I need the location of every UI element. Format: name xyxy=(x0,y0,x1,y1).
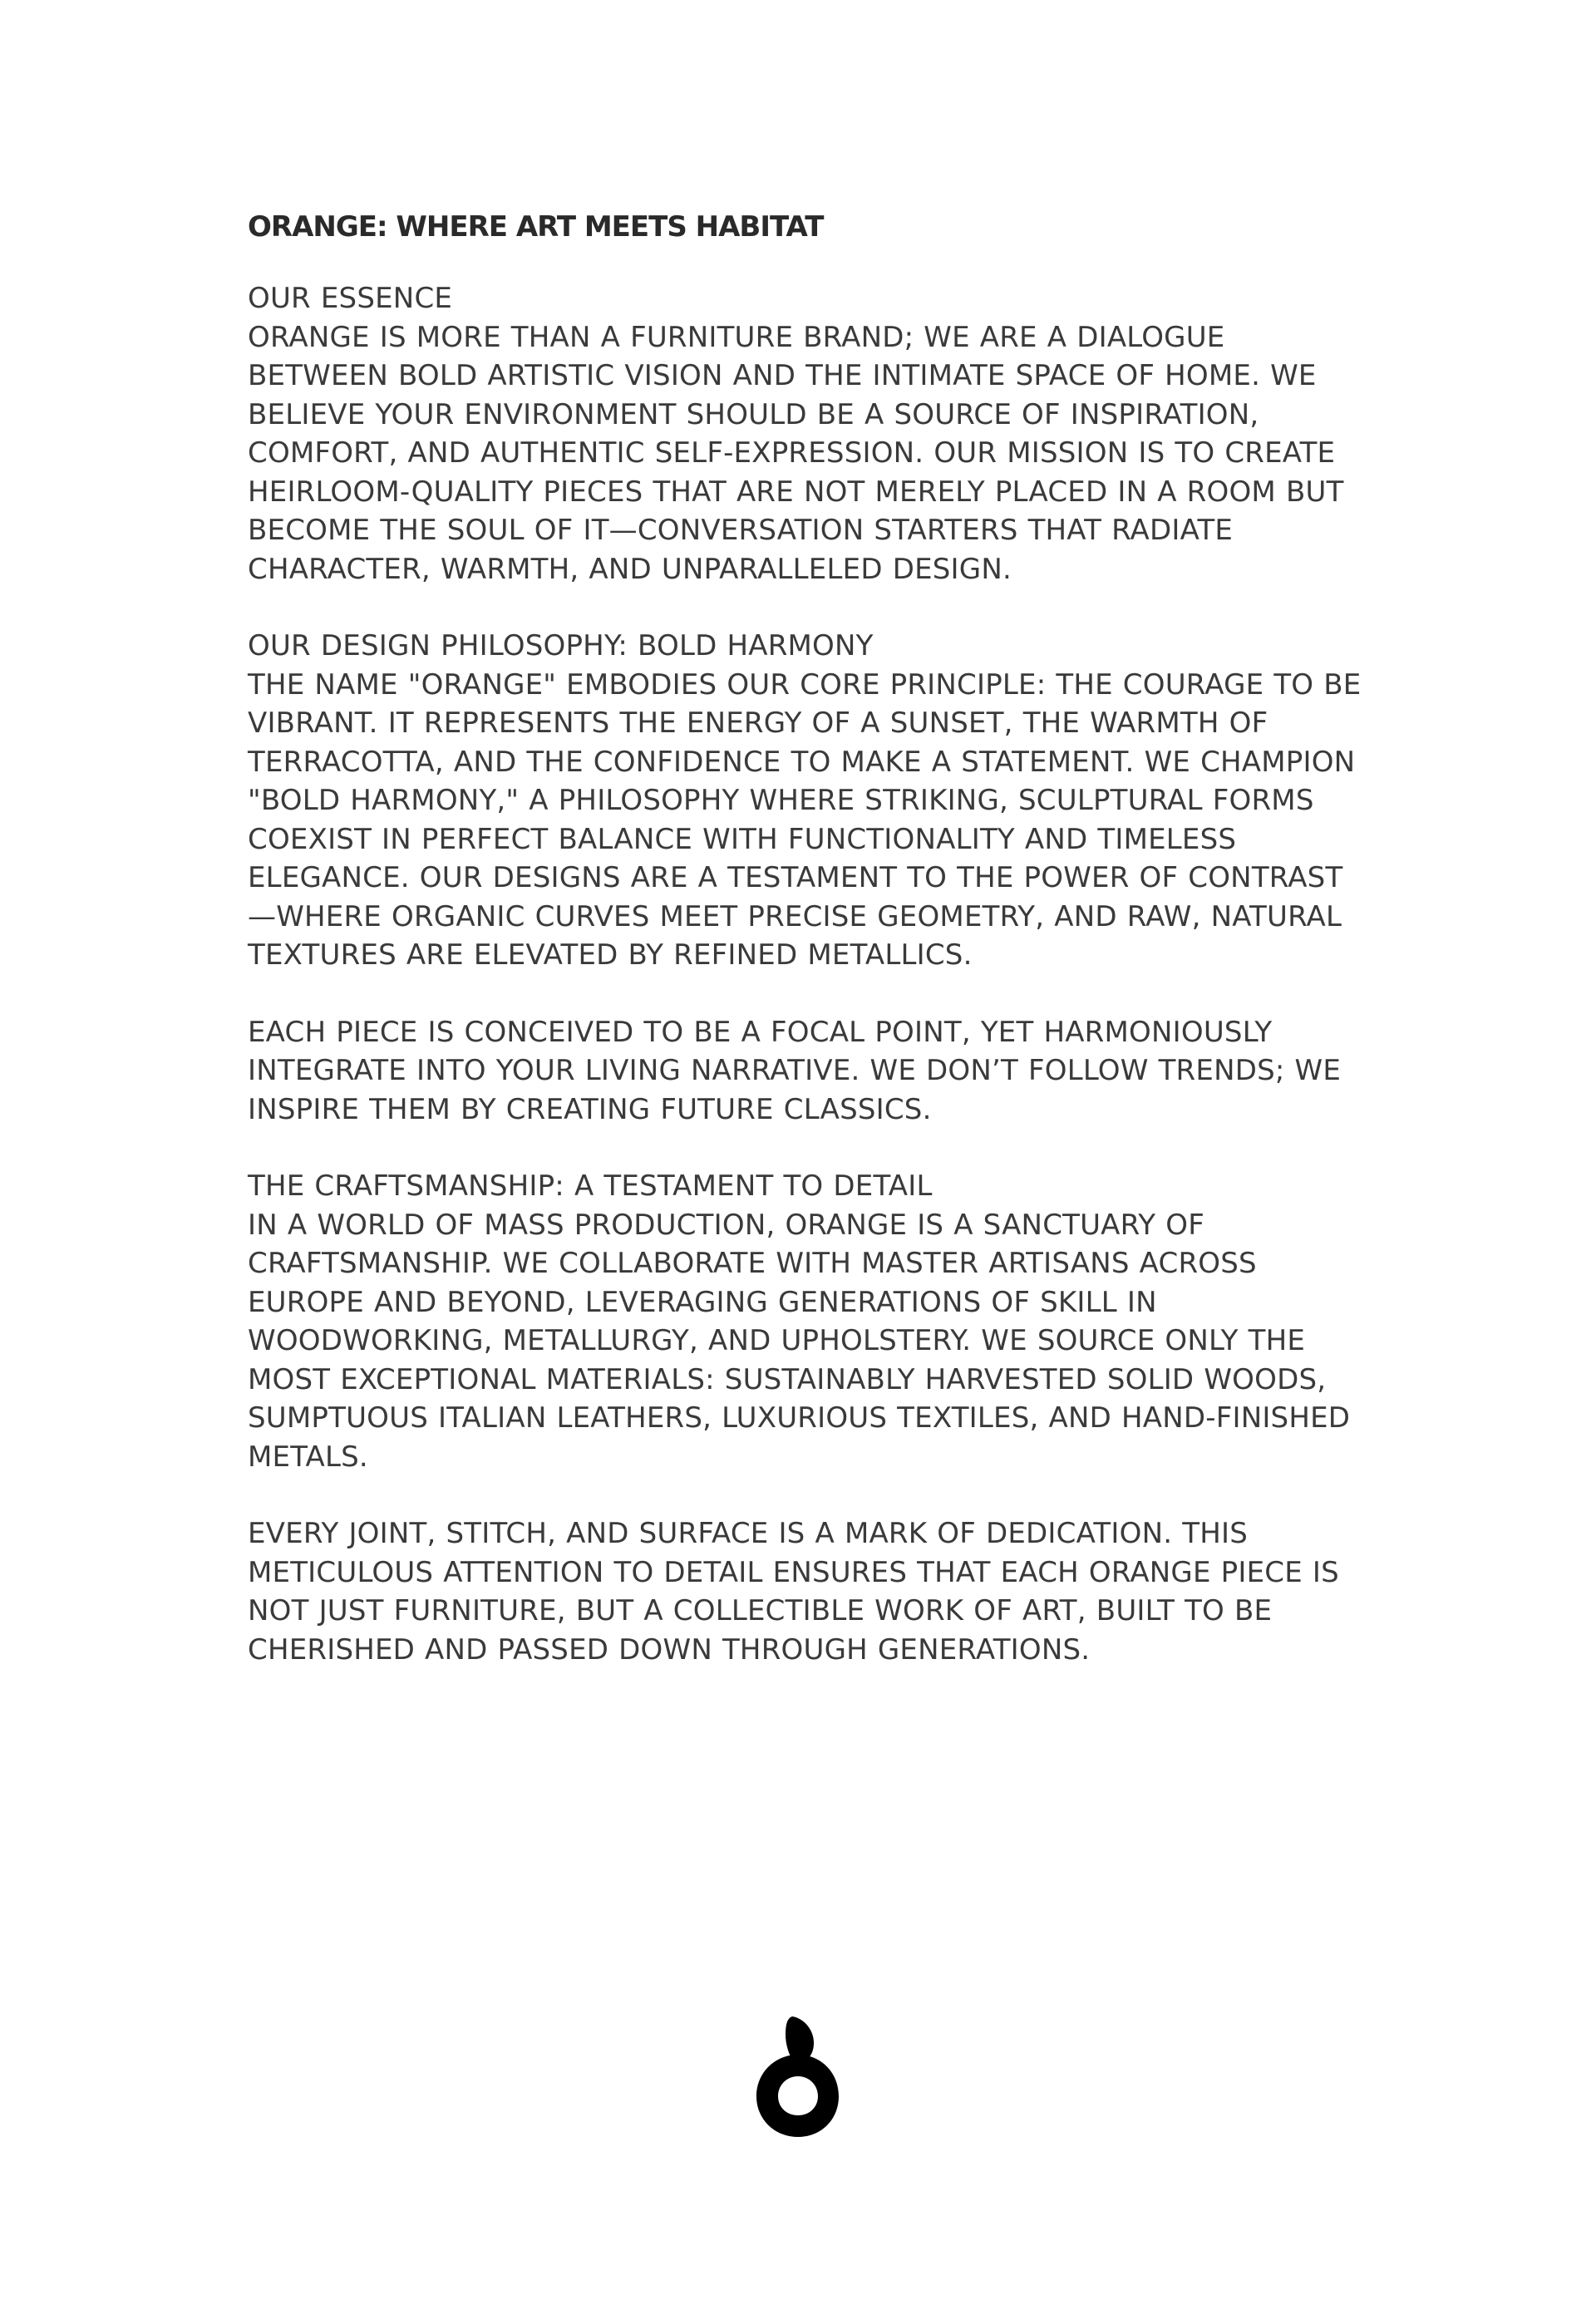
section-heading: THE CRAFTSMANSHIP: A TESTAMENT TO DETAIL xyxy=(248,1169,933,1203)
section-focal-point xyxy=(248,1013,1362,1130)
section-body: IN A WORLD OF MASS PRODUCTION, ORANGE IS A SANCTUARY OF CRAFTSMANSHIP. WE COLLABORATE WITH MASTER ARTISANS ACROSS EUROPE AND BEYOND, LEVERAGING GENERATIONS OF SKILL IN WOODWORKING, METALLURGY, AND UPHOLSTERY. WE SOURCE ONLY THE MOST EXCEPTIONAL MATERIALS: SUSTAINABLY HARVESTED SOLID WOODS, SUMPTUOUS ITALIAN LEATHERS, LUXURIOUS TEXTILES, AND HAND-FINISHED METALS. xyxy=(248,1208,1351,1474)
document-title: ORANGE: WHERE ART MEETS HABITAT xyxy=(248,210,824,244)
section-craftsmanship xyxy=(248,1167,1362,1476)
section-dedication xyxy=(248,1514,1362,1669)
section-body: EACH PIECE IS CONCEIVED TO BE A FOCAL POINT, YET HARMONIOUSLY INTEGRATE INTO YOUR LIVING NARRATIVE. WE DON’T FOLLOW TRENDS; WE INSPIRE THEM BY CREATING FUTURE CLASSICS. xyxy=(248,1015,1342,1126)
section-heading: OUR DESIGN PHILOSOPHY: BOLD HARMONY xyxy=(248,629,874,662)
section-body: ORANGE IS MORE THAN A FURNITURE BRAND; WE ARE A DIALOGUE BETWEEN BOLD ARTISTIC VISION AND THE INTIMATE SPACE OF HOME. WE BELIEVE YOUR ENVIRONMENT SHOULD BE A SOURCE OF INSPIRATION, COMFORT, AND AUTHENTIC SELF-EXPRESSION. OUR MISSION IS TO CREATE HEIRLOOM-QUALITY PIECES THAT ARE NOT MERELY PLACED IN A ROOM BUT BECOME THE SOUL OF IT—CONVERSATION STARTERS THAT RADIATE CHARACTER, WARMTH, AND UNPARALLELED DESIGN. xyxy=(248,320,1344,586)
section-body: EVERY JOINT, STITCH, AND SURFACE IS A MARK OF DEDICATION. THIS METICULOUS ATTENTION TO DETAIL ENSURES THAT EACH ORANGE PIECE IS NOT JUST FURNITURE, BUT A COLLECTIBLE WORK OF ART, BUILT TO BE CHERISHED AND PASSED DOWN THROUGH GENERATIONS. xyxy=(248,1517,1339,1667)
section-heading: OUR ESSENCE xyxy=(248,282,453,315)
document-page xyxy=(248,208,1362,1707)
section-design-philosophy xyxy=(248,627,1362,975)
section-body: THE NAME "ORANGE" EMBODIES OUR CORE PRINCIPLE: THE COURAGE TO BE VIBRANT. IT REPRESENTS THE ENERGY OF A SUNSET, THE WARMTH OF TERRACOTTA, AND THE CONFIDENCE TO MAKE A STATEMENT. WE CHAMPION "BOLD HARMONY," A PHILOSOPHY WHERE STRIKING, SCULPTURAL FORMS COEXIST IN PERFECT BALANCE WITH FUNCTIONALITY AND TIMELESS ELEGANCE. OUR DESIGNS ARE A TESTAMENT TO THE POWER OF CONTRAST—WHERE ORGANIC CURVES MEET PRECISE GEOMETRY, AND RAW, NATURAL TEXTURES ARE ELEVATED BY REFINED METALLICS. xyxy=(248,667,1362,972)
orange-brand-logo-icon xyxy=(752,2015,844,2139)
section-our-essence xyxy=(248,279,1362,588)
